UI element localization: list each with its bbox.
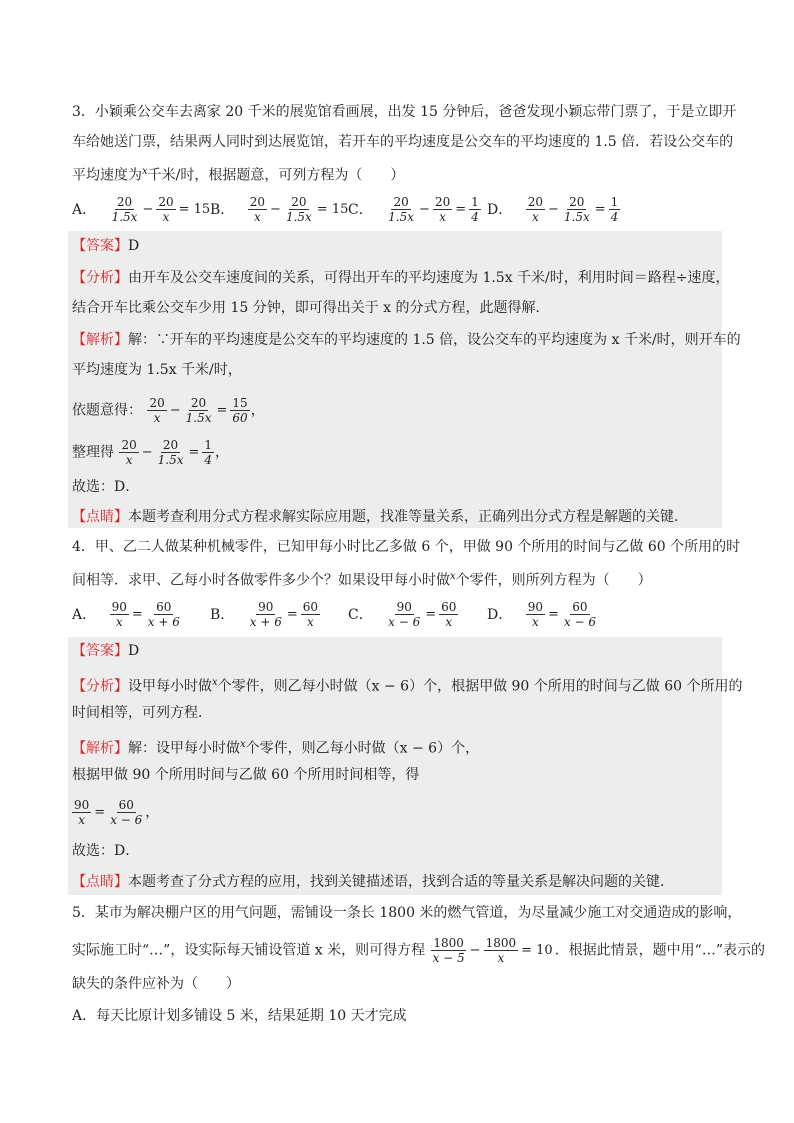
q3-option-b: B． $\frac{20}{x}$ − $\frac{20}{1.5x}$ = 15 [210, 195, 349, 224]
analysis-text: 由开车及公交车速度间的关系，可得出开车的平均速度为 1.5x 千米/时，利用时间＝路程÷速度， [128, 270, 730, 286]
option-label: A． [72, 606, 97, 623]
fraction: $\frac{60}{x + 6}$ [147, 600, 180, 629]
comment-text: 本题考查了分式方程的应用，找到关键描述语，找到合适的等量关系是解决问题的关键． [128, 874, 674, 890]
option-label: C． [348, 201, 373, 218]
q3-line-3 [72, 162, 404, 186]
fraction: $\frac{1}{4}$ [204, 438, 213, 467]
q4-variable: x [212, 677, 218, 688]
option-label: A． [72, 201, 97, 218]
fraction: $\frac{20}{x}$ [149, 396, 165, 425]
fraction: $\frac{1800}{x}$ [485, 936, 517, 965]
comment-text: 本题考查利用分式方程求解实际应用题，找准等量关系，正确列出分式方程是解题的关键． [128, 509, 688, 525]
q5-line2-text-b: ．根据此情景，题中用“…”表示的 [554, 942, 766, 959]
q3-solution-1 [72, 330, 741, 350]
fraction: $\frac{20}{x}$ [434, 195, 451, 224]
q4-option-d: D． $\frac{90}{x}$ = $\frac{60}{x - 6}$ [487, 600, 596, 629]
q4-option-b: B． $\frac{90}{x + 6}$ = $\frac{60}{x}$ [210, 600, 319, 629]
analysis-text: 设甲每小时做 [128, 678, 212, 695]
q4-option-a: A． $\frac{90}{x}$ = $\frac{60}{x + 6}$ [72, 600, 180, 629]
comment-tag: 【点睛】 [72, 874, 128, 890]
q3-option-c: C． $\frac{20}{1.5x}$ − $\frac{20}{x}$ = $\frac{1}{4}$ [348, 195, 479, 224]
q4-comment [72, 872, 674, 892]
option-label: B． [210, 606, 235, 623]
fraction: $\frac{20}{1.5x}$ [111, 195, 138, 224]
solution-text-b: 个零件，则乙每小时做（x − 6）个， [245, 740, 480, 757]
q4-solution-2: 根据甲做 90 个所用时间与乙做 60 个所用时间相等，得 [72, 767, 420, 783]
option-label: D． [487, 201, 513, 218]
answer-value: D [128, 238, 140, 254]
q4-variable: x [240, 739, 246, 750]
answer-value: D [128, 643, 140, 659]
q3-solution-4: 整理得 $\frac{20}{x}$ − $\frac{20}{1.5x}$ = $\frac{1}{4}$ ， [72, 438, 230, 467]
solution-prefix: 依题意得： [72, 402, 142, 419]
answer-tag: 【答案】 [72, 643, 128, 659]
q3-variable: x [142, 166, 148, 177]
q3-line3-text-b: 千米/时，根据题意，可列方程为（ ） [147, 167, 405, 184]
q3-comment [72, 507, 688, 527]
q4-analysis-2: 时间相等，可列方程． [72, 705, 212, 721]
q3-option-d: D． $\frac{20}{x}$ − $\frac{20}{1.5x}$ = $\frac{1}{4}$ [487, 195, 619, 224]
fraction: $\frac{90}{x}$ [527, 600, 543, 629]
option-label: C． [348, 606, 373, 623]
q3-solution-2: 平均速度为 1.5x 千米/时， [72, 362, 242, 378]
q4-variable: x [450, 571, 456, 582]
fraction: $\frac{60}{x}$ [302, 600, 319, 629]
fraction: $\frac{20}{1.5x}$ [388, 195, 415, 224]
answer-tag: 【答案】 [72, 238, 128, 254]
analysis-text-b: 个零件，则乙每小时做（x − 6）个，根据甲做 90 个所用的时间与乙做 60 个所用的 [217, 678, 743, 695]
solution-tag: 【解析】 [72, 740, 128, 757]
q4-solution-1 [72, 735, 479, 759]
q4-solution-3: $\frac{90}{x}$ = $\frac{60}{x - 6}$ ， [74, 798, 160, 827]
q4-option-c: C． $\frac{90}{x - 6}$ = $\frac{60}{x}$ [348, 600, 457, 629]
fraction: $\frac{20}{1.5x}$ [285, 195, 312, 224]
fraction: $\frac{1}{4}$ [471, 195, 479, 224]
q5-line-3: 缺失的条件应补为（ ） [72, 976, 240, 992]
q3-option-a: A． $\frac{20}{1.5x}$ − $\frac{20}{x}$ = 15 [72, 195, 211, 224]
fraction: $\frac{15}{60}$ [232, 396, 248, 425]
q4-line2-text: 间相等．求甲、乙每小时各做零件多少个？如果设甲每小时做 [72, 572, 450, 589]
q4-line-1: 4．甲、乙二人做某种机械零件，已知甲每小时比乙多做 6 个，甲做 90 个所用的时间与乙做 60 个所用的时 [72, 539, 741, 555]
q4-answer [72, 641, 139, 661]
q3-solution-5: 故选：D． [72, 479, 140, 495]
fraction: $\frac{20}{1.5x}$ [157, 438, 184, 467]
fraction: $\frac{90}{x}$ [74, 798, 90, 827]
fraction: $\frac{1}{4}$ [610, 195, 619, 224]
q4-analysis-1 [72, 673, 743, 697]
solution-tag: 【解析】 [72, 332, 128, 348]
q3-solution-3: 依题意得： $\frac{20}{x}$ − $\frac{20}{1.5x}$ = $\frac{15}{60}$ ， [72, 396, 265, 425]
fraction: $\frac{60}{x - 6}$ [563, 600, 596, 629]
fraction: $\frac{60}{x - 6}$ [110, 798, 143, 827]
fraction: $\frac{60}{x}$ [441, 600, 457, 629]
fraction: $\frac{20}{x}$ [527, 195, 543, 224]
q4-line2-text-b: 个零件，则所列方程为（ ） [455, 572, 652, 589]
fraction: $\frac{90}{x - 6}$ [388, 600, 421, 629]
analysis-tag: 【分析】 [72, 678, 128, 695]
fraction: $\frac{20}{1.5x}$ [185, 396, 212, 425]
q4-solution-4: 故选：D． [72, 843, 140, 859]
fraction: $\frac{20}{x}$ [158, 195, 174, 224]
q3-line3-text: 平均速度为 [72, 167, 142, 184]
option-label: D． [487, 606, 513, 623]
q5-line-2: 实际施工时“…”，设实际每天铺设管道 x 米，则可得方程 $\frac{1800}{x - 5}$ − $\frac{1800}{x}$ = 10 ．根据此情景，题中用“…”表示的 [72, 936, 766, 965]
solution-text: 解：设甲每小时做 [128, 740, 240, 757]
fraction: $\frac{90}{x + 6}$ [249, 600, 282, 629]
q3-analysis-1 [72, 268, 730, 288]
solution-text: 解：∵开车的平均速度是公交车的平均速度的 1.5 倍，设公交车的平均速度为 x 千米/时，则开车的 [128, 332, 741, 348]
fraction: $\frac{20}{x}$ [249, 195, 266, 224]
fraction: $\frac{90}{x}$ [111, 600, 127, 629]
q3-analysis-2: 结合开车比乘公交车少用 15 分钟，即可得出关于 x 的分式方程，此题得解． [72, 300, 550, 316]
option-label: B． [210, 201, 235, 218]
solution-prefix: 整理得 [72, 444, 114, 461]
q3-line-2: 车给她送门票，结果两人同时到达展览馆，若开车的平均速度是公交车的平均速度的 1.5 倍．若设公交车的 [72, 134, 734, 150]
q3-line-1: 3．小颖乘公交车去离家 20 千米的展览馆看画展，出发 15 分钟后，爸爸发现小颖忘带门票了，于是立即开 [72, 104, 737, 120]
q5-line2-text: 实际施工时“…”，设实际每天铺设管道 x 米，则可得方程 [72, 942, 426, 959]
fraction: $\frac{20}{x}$ [121, 438, 137, 467]
q4-line-2 [72, 567, 652, 591]
q3-answer [72, 236, 139, 256]
fraction: $\frac{20}{1.5x}$ [563, 195, 590, 224]
q5-option-a: A．每天比原计划多铺设 5 米，结果延期 10 天才完成 [72, 1008, 407, 1024]
q5-line-1: 5．某市为解决棚户区的用气问题，需铺设一条长 1800 米的燃气管道，为尽量减少施工对交通造成的影响， [72, 905, 742, 921]
comment-tag: 【点睛】 [72, 509, 128, 525]
fraction: $\frac{1800}{x - 5}$ [432, 936, 465, 965]
analysis-tag: 【分析】 [72, 270, 128, 286]
